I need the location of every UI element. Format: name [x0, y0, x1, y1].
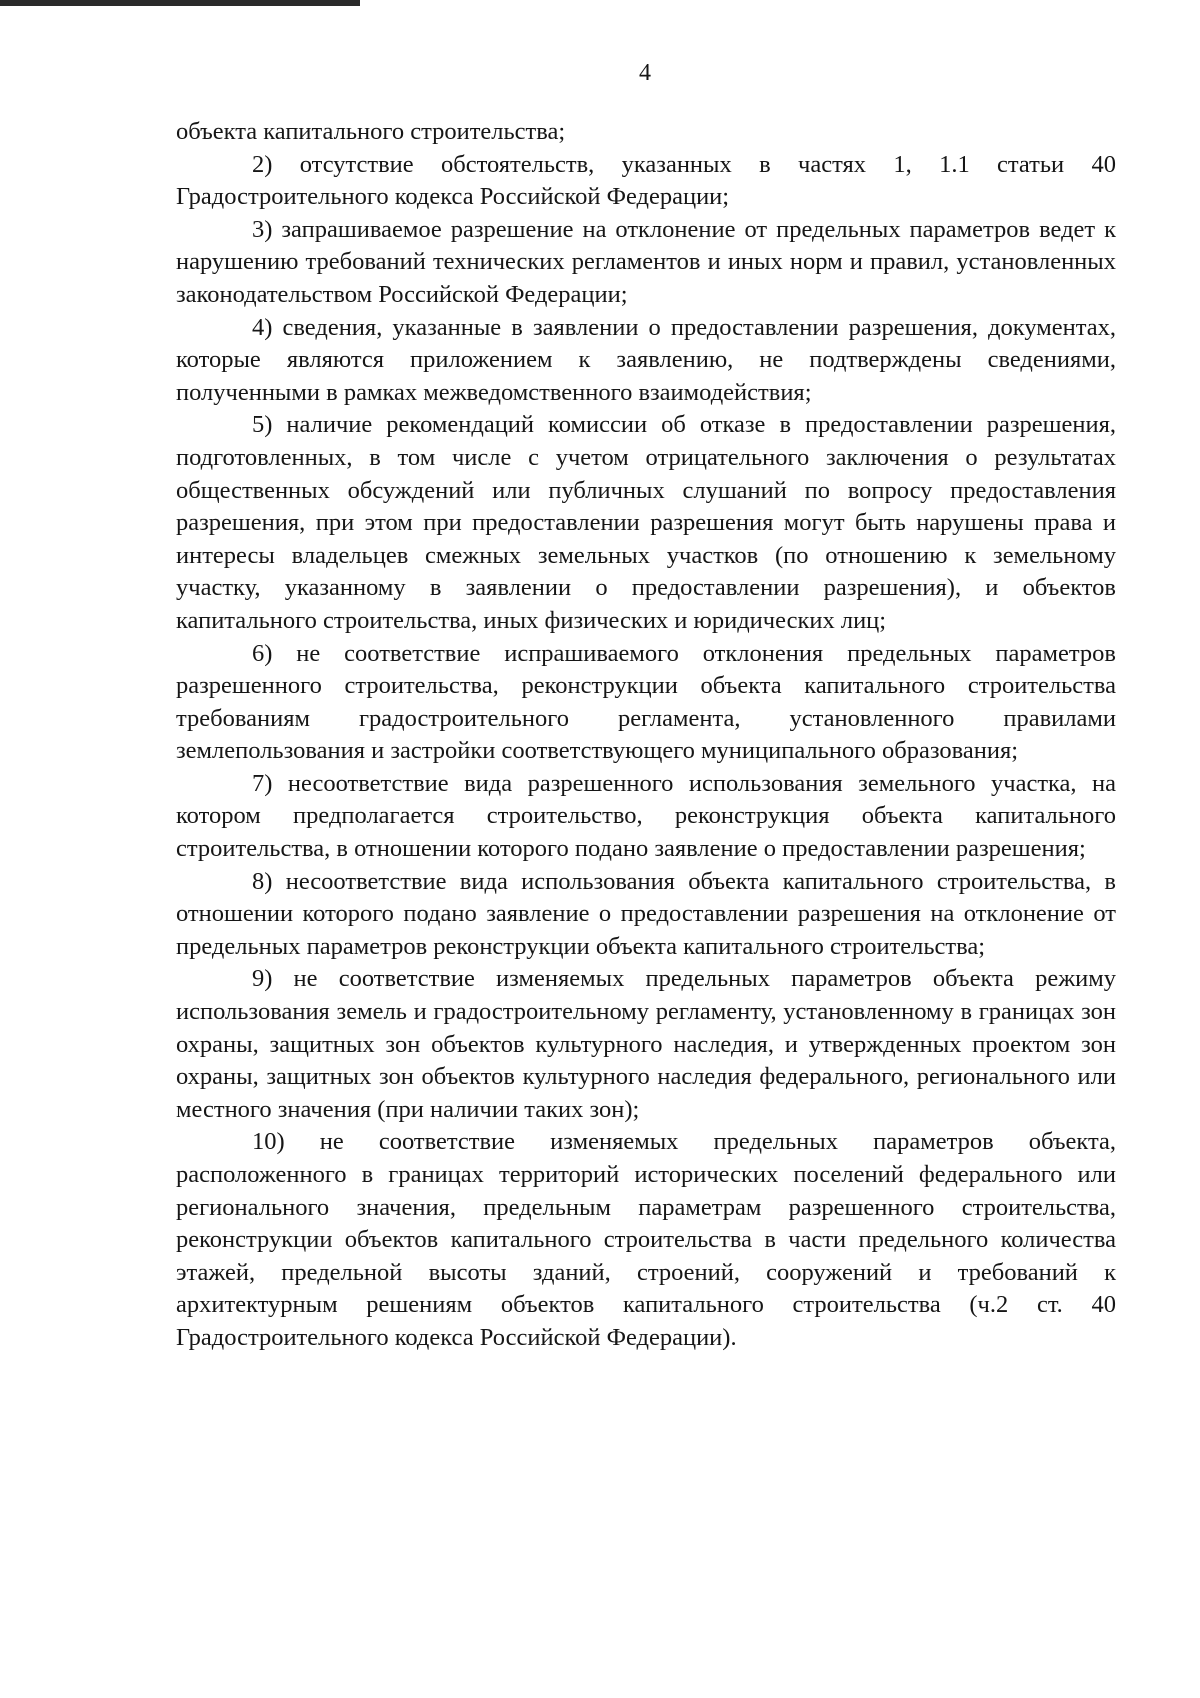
- list-item-6: 6) не соответствие испрашиваемого отклонения предельных параметров разрешенного строительства, реконструкции объекта капитального строительства требованиям градостроительного регламента, установленного правилами землепользования и застройки соответствующего муниципального образования;: [176, 639, 1116, 765]
- paragraph-continuation: объекта капитального строительства;: [176, 118, 566, 145]
- list-item-10: 10) не соответствие изменяемых предельных параметров объекта, расположенного в границах территорий исторических поселений федерального или регионального значения, предельным параметрам разрешенного строительства, реконструкции объектов капитального строительства в части предельного количества этажей, предельной высоты зданий, строений, сооружений и требований к архитектурным решениям объектов капитального строительства (ч.2 ст. 40 Градостроительного кодекса Российской Федерации).: [176, 1128, 1116, 1351]
- list-item-3: 3) запрашиваемое разрешение на отклонение от предельных параметров ведет к нарушению требований технических регламентов и иных норм и правил, установленных законодательством Российской Федерации;: [176, 215, 1116, 308]
- list-item-9: 9) не соответствие изменяемых предельных параметров объекта режиму использования земель и градостроительному регламенту, установленному в границах зон охраны, защитных зон объектов культурного наследия, и утвержденных проектом зон охраны, защитных зон объектов культурного наследия федерального, регионального или местного значения (при наличии таких зон);: [176, 965, 1116, 1123]
- page-number: 4: [639, 60, 651, 86]
- scan-edge-mark: [0, 0, 360, 6]
- list-item-7: 7) несоответствие вида разрешенного использования земельного участка, на котором предполагается строительство, реконструкция объекта капитального строительства, в отношении которого подано заявление о предоставлении разрешения;: [176, 769, 1116, 863]
- document-body: [176, 116, 1116, 1355]
- list-item-2: 2) отсутствие обстоятельств, указанных в частях 1, 1.1 статьи 40 Градостроительного кодекса Российской Федерации;: [176, 150, 1116, 211]
- list-item-4: 4) сведения, указанные в заявлении о предоставлении разрешения, документах, которые являются приложением к заявлению, не подтверждены сведениями, полученными в рамках межведомственного взаимодействия;: [176, 313, 1116, 406]
- list-item-5: 5) наличие рекомендаций комиссии об отказе в предоставлении разрешения, подготовленных, в том числе с учетом отрицательного заключения о результатах общественных обсуждений или публичных слушаний по вопросу предоставления разрешения, при этом при предоставлении разрешения могут быть нарушены права и интересы владельцев смежных земельных участков (по отношению к земельному участку, указанному в заявлении о предоставлении разрешения), и объектов капитального строительства, иных физических и юридических лиц;: [176, 411, 1116, 634]
- list-item-8: 8) несоответствие вида использования объекта капитального строительства, в отношении которого подано заявление о предоставлении разрешения на отклонение от предельных параметров реконструкции объекта капитального строительства;: [176, 867, 1116, 960]
